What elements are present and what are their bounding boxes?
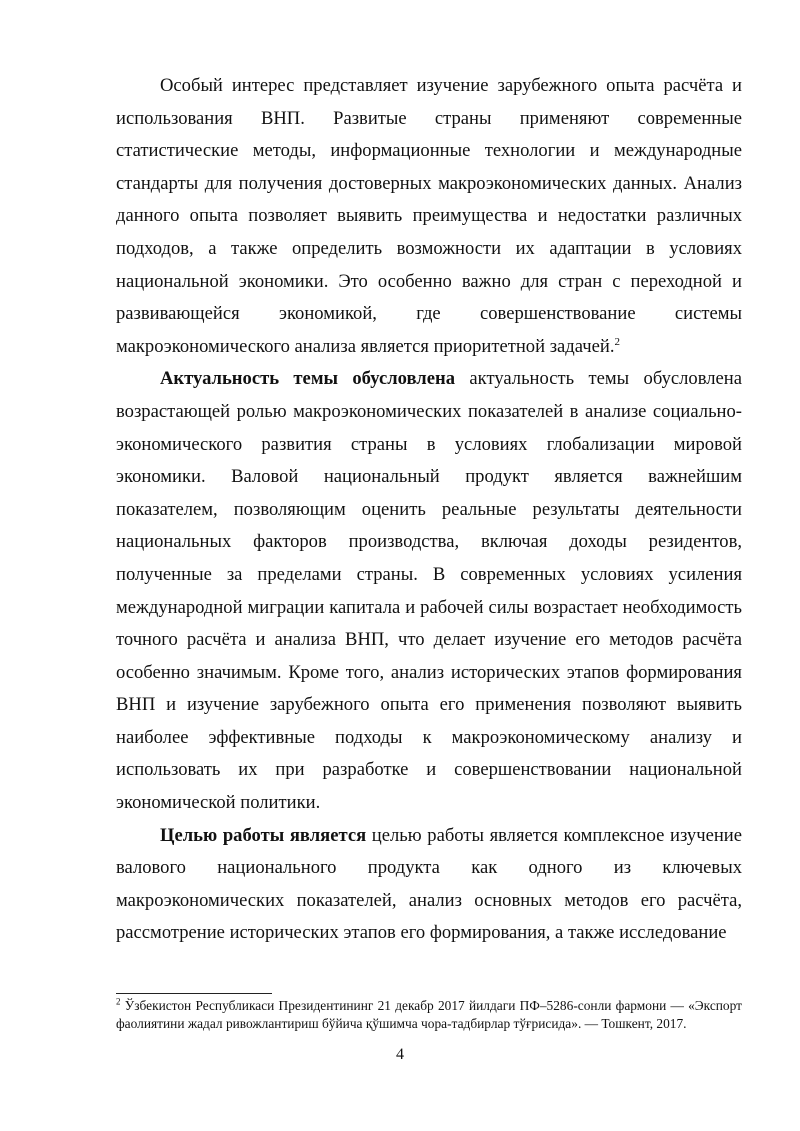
footnote-reference[interactable]: 2	[614, 335, 620, 348]
paragraph-foreign-experience	[116, 70, 742, 363]
paragraph-text: целью работы является комплексное изучение валового национального продукта как одного из ключевых макроэкономических показателей, анализ основных методов его расчёта, рассмотрение исторических этапов его формирования, а также исследование	[116, 824, 742, 944]
paragraph-heading-bold: Целью работы является	[160, 824, 367, 846]
footnote-text: Ўзбекистон Республикаси Президентининг 21 декабр 2017 йилдаги ПФ–5286-сонли фармони — «Экспорт фаолиятини жадал ривожлантириш бўйича қўшимча чора-тадбирлар тўғрисида». — Тошкент, 2017.	[116, 998, 742, 1031]
paragraph-goal	[116, 820, 742, 950]
footnote	[116, 997, 742, 1033]
paragraph-text: Особый интерес представляет изучение зарубежного опыта расчёта и использования ВНП. Развитые страны применяют современные статистические методы, информационные технологии и международные стандарты для получения достоверных макроэкономических данных. Анализ данного опыта позволяет выявить преимущества и недостатки различных подходов, а также определить возможности их адаптации в условиях национальной экономики. Это особенно важно для стран с переходной и развивающейся экономикой, где совершенствование системы макроэкономического анализа является приоритетной задачей.	[116, 75, 742, 357]
page-number: 4	[396, 1046, 404, 1063]
paragraph-heading-bold: Актуальность темы обусловлена	[160, 368, 456, 390]
footnote-marker: 2	[116, 996, 121, 1007]
paragraph-relevance	[116, 363, 742, 819]
paragraph-text: актуальность темы обусловлена возрастающей ролью макроэкономических показателей в анализе социально-экономического развития страны в условиях глобализации мировой экономики. Валовой национальный продукт является важнейшим показателем, позволяющим оценить реальные результаты деятельности национальных факторов производства, включая доходы резидентов, полученные за пределами страны. В современных условиях усиления международной миграции капитала и рабочей силы возрастает необходимость точного расчёта и анализа ВНП, что делает изучение его методов расчёта особенно значимым. Кроме того, анализ исторических этапов формирования ВНП и изучение зарубежного опыта его применения позволяют выявить наиболее эффективные подходы к макроэкономическому анализу и использовать их при разработке и совершенствовании национальной экономической политики.	[116, 368, 742, 814]
body-text	[116, 70, 742, 950]
footnote-separator	[116, 993, 272, 994]
